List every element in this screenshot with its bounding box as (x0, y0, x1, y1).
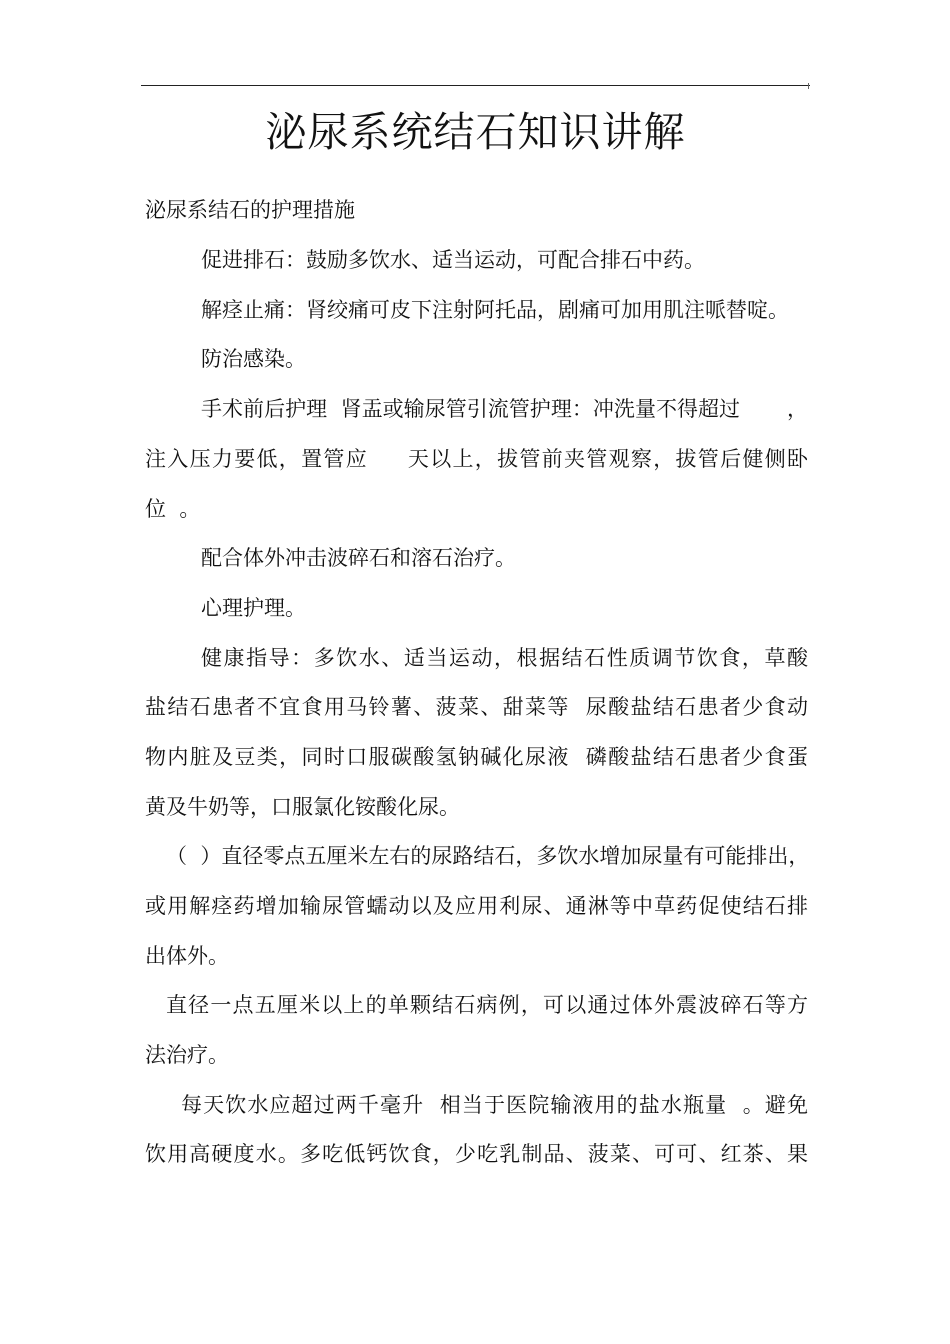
paragraph-line: 或用解痉药增加输尿管蠕动以及应用利尿、通淋等中草药促使结石排 (145, 894, 808, 918)
paragraph-line: 直径一点五厘米以上的单颗结石病例，可以通过体外震波碎石等方 (166, 993, 808, 1017)
paragraph-line: 法治疗。 (145, 1043, 229, 1067)
paragraph-line: 位 。 (145, 497, 201, 521)
paragraph-line: 心理护理。 (201, 596, 306, 620)
paragraph-line: 黄及牛奶等，口服氯化铵酸化尿。 (145, 795, 460, 819)
paragraph-line: 手术前后护理 肾盂或输尿管引流管护理：冲洗量不得超过 ， (201, 397, 808, 421)
section-heading: 泌尿系结石的护理措施 (145, 198, 355, 222)
header-rule (141, 85, 810, 86)
paragraph-line: 防治感染。 (201, 347, 306, 371)
paragraph-line: （ ）直径零点五厘米左右的尿路结石，多饮水增加尿量有可能排出， (166, 844, 810, 868)
paragraph-line: 注入压力要低，置管应 天以上，拔管前夹管观察，拔管后健侧卧 (145, 447, 808, 471)
paragraph-line: 出体外。 (145, 944, 229, 968)
paragraph-line: 健康指导：多饮水、适当运动，根据结石性质调节饮食，草酸 (201, 646, 808, 670)
paragraph-line: 物内脏及豆类，同时口服碳酸氢钠碱化尿液 磷酸盐结石患者少食蛋 (145, 745, 808, 769)
document-title: 泌尿系统结石知识讲解 (265, 108, 686, 156)
paragraph-line: 饮用高硬度水。多吃低钙饮食，少吃乳制品、菠菜、可可、红茶、果 (145, 1142, 808, 1166)
paragraph-line: 每天饮水应超过两千毫升 相当于医院输液用的盐水瓶量 。避免 (181, 1093, 808, 1117)
paragraph-line: 解痉止痛：肾绞痛可皮下注射阿托品，剧痛可加用肌注哌替啶。 (201, 298, 789, 322)
paragraph-line: 促进排石：鼓励多饮水、适当运动，可配合排石中药。 (201, 248, 705, 272)
paragraph-line: 配合体外冲击波碎石和溶石治疗。 (201, 546, 516, 570)
paragraph-line: 盐结石患者不宜食用马铃薯、菠菜、甜菜等 尿酸盐结石患者少食动 (145, 695, 808, 719)
header-rule-end-mark (808, 83, 809, 89)
